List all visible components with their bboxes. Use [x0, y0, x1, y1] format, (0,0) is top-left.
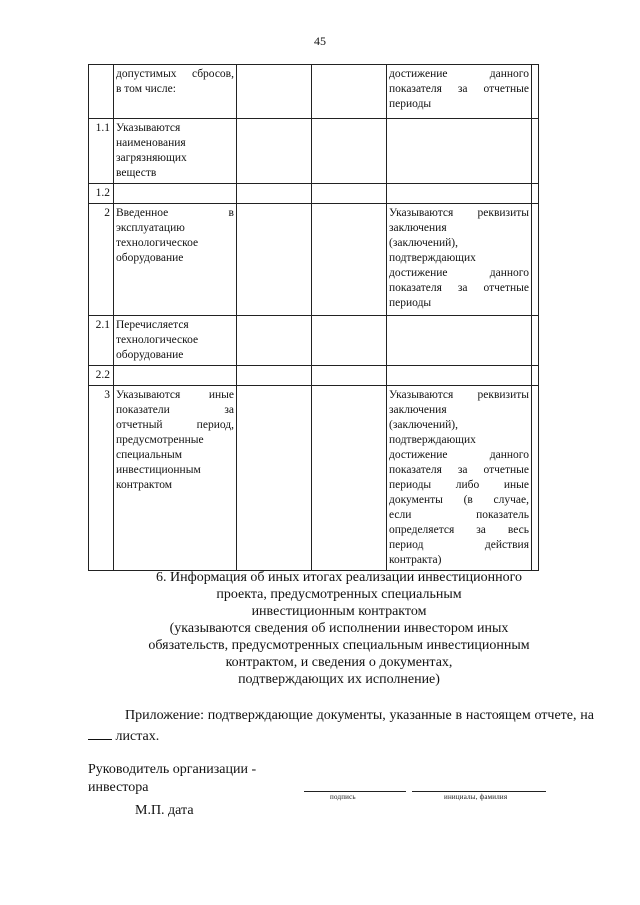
signer-title	[88, 761, 256, 797]
cell-text-line: оборудование	[116, 252, 184, 264]
cell-text-line: заключения	[389, 404, 447, 416]
row-number-cell	[89, 386, 114, 571]
indicator-name-cell	[114, 386, 237, 571]
note-cell	[387, 366, 532, 386]
name-caption: инициалы, фамилия	[444, 793, 508, 801]
extra-cell	[532, 316, 539, 366]
section-line: проекта, предусмотренных специальным	[216, 587, 462, 602]
cell-text-line: технологическое	[116, 334, 199, 346]
cell-text-line: заключения	[389, 222, 447, 234]
value-cell	[237, 65, 312, 119]
value-cell	[312, 184, 387, 204]
cell-text-line: Указываются иные	[116, 389, 234, 401]
extra-cell	[532, 204, 539, 316]
table-row	[89, 366, 539, 386]
table-row	[89, 386, 539, 571]
row-number-cell	[89, 316, 114, 366]
cell-text-line: Указываются реквизиты	[389, 389, 529, 401]
cell-text-line: в том числе:	[116, 83, 176, 95]
section-line: обязательств, предусмотренных специальным инвестиционным	[148, 638, 530, 653]
cell-text-line: отчетный период,	[116, 419, 234, 431]
cell-text-line: Указываются	[116, 122, 181, 134]
signature-line	[304, 791, 406, 792]
cell-text-line: показателя за отчетные	[389, 464, 529, 476]
row-number-cell	[89, 119, 114, 184]
cell-text-line: Введенное в	[116, 207, 234, 219]
table-row	[89, 316, 539, 366]
table-row	[89, 119, 539, 184]
value-cell	[312, 119, 387, 184]
indicator-name-cell	[114, 184, 237, 204]
name-line	[412, 791, 546, 792]
value-cell	[237, 119, 312, 184]
cell-text-line: периоды	[389, 98, 432, 110]
cell-text-line: период действия	[389, 539, 529, 551]
cell-text-line: достижение данного	[389, 68, 529, 80]
cell-text-line: инвестиционным	[116, 464, 201, 476]
note-cell	[387, 119, 532, 184]
cell-text: 2	[104, 207, 110, 219]
value-cell	[312, 204, 387, 316]
cell-text-line: достижение данного	[389, 449, 529, 461]
cell-text-line: наименования	[116, 137, 186, 149]
indicator-name-cell	[114, 204, 237, 316]
indicator-name-cell	[114, 366, 237, 386]
table-row	[89, 65, 539, 119]
extra-cell	[532, 386, 539, 571]
note-cell	[387, 65, 532, 119]
cell-text-line: контрактом	[116, 479, 173, 491]
value-cell	[237, 204, 312, 316]
cell-text: 3	[104, 389, 110, 401]
cell-text: 1.1	[95, 122, 110, 134]
cell-text-line: веществ	[116, 167, 157, 179]
note-cell	[387, 316, 532, 366]
cell-text-line: подтверждающих	[389, 434, 476, 446]
cell-text-line: загрязняющих	[116, 152, 187, 164]
cell-text-line: показателя за отчетные	[389, 282, 529, 294]
cell-text-line: показатели за	[116, 404, 234, 416]
extra-cell	[532, 184, 539, 204]
value-cell	[312, 65, 387, 119]
cell-text-line: Перечисляется	[116, 319, 189, 331]
extra-cell	[532, 366, 539, 386]
attachment-note	[88, 706, 594, 746]
note-cell	[387, 184, 532, 204]
value-cell	[237, 316, 312, 366]
table-row	[89, 204, 539, 316]
note-cell	[387, 204, 532, 316]
cell-text-line: специальным	[116, 449, 183, 461]
section-line: 6. Информация об иных итогах реализации инвестиционного	[156, 570, 522, 585]
cell-text-line: показателя за отчетные	[389, 83, 529, 95]
cell-text-line: оборудование	[116, 349, 184, 361]
section-line: (указываются сведения об исполнении инвестором иных	[169, 621, 509, 636]
cell-text: 2.2	[95, 369, 110, 381]
row-number-cell	[89, 366, 114, 386]
signer-title-line: Руководитель организации -	[88, 762, 257, 777]
page-number: 45	[314, 34, 326, 48]
stamp-date: М.П. дата	[135, 803, 194, 818]
cell-text-line: подтверждающих	[389, 252, 476, 264]
cell-text-line: контракта)	[389, 554, 442, 566]
cell-text-line: если показатель	[389, 509, 529, 521]
cell-text-line: документы (в случае,	[389, 494, 529, 506]
cell-text-line: (заключений),	[389, 419, 459, 431]
row-number-cell	[89, 65, 114, 119]
attachment-suffix: листах.	[112, 729, 160, 744]
attachment-text: Приложение: подтверждающие документы, указанные в настоящем отчете, на	[125, 708, 594, 723]
cell-text-line: (заключений),	[389, 237, 459, 249]
cell-text-line: определяется за весь	[389, 524, 529, 536]
report-table	[88, 64, 539, 571]
cell-text-line: технологическое	[116, 237, 199, 249]
signature-caption: подпись	[330, 793, 356, 801]
section-line: подтверждающих их исполнение)	[238, 672, 440, 687]
indicator-name-cell	[114, 65, 237, 119]
indicator-name-cell	[114, 316, 237, 366]
sheet-count-blank	[88, 725, 112, 740]
value-cell	[237, 386, 312, 571]
section-line: контрактом, и сведения о документах,	[225, 655, 453, 670]
signer-title-line: инвестора	[88, 780, 149, 795]
value-cell	[312, 386, 387, 571]
cell-text-line: эксплуатацию	[116, 222, 185, 234]
cell-text: 2.1	[95, 319, 110, 331]
note-cell	[387, 386, 532, 571]
cell-text-line: допустимых сбросов,	[116, 68, 234, 80]
table-row	[89, 184, 539, 204]
row-number-cell	[89, 204, 114, 316]
cell-text-line: периоды	[389, 297, 432, 309]
value-cell	[312, 316, 387, 366]
row-number-cell	[89, 184, 114, 204]
indicator-name-cell	[114, 119, 237, 184]
cell-text-line: периоды либо иные	[389, 479, 529, 491]
section-line: инвестиционным контрактом	[251, 604, 427, 619]
value-cell	[237, 184, 312, 204]
value-cell	[237, 366, 312, 386]
extra-cell	[532, 65, 539, 119]
cell-text-line: предусмотренные	[116, 434, 204, 446]
cell-text-line: достижение данного	[389, 267, 529, 279]
section-6-heading	[105, 569, 573, 688]
cell-text-line: Указываются реквизиты	[389, 207, 529, 219]
cell-text: 1.2	[95, 187, 110, 199]
extra-cell	[532, 119, 539, 184]
value-cell	[312, 366, 387, 386]
